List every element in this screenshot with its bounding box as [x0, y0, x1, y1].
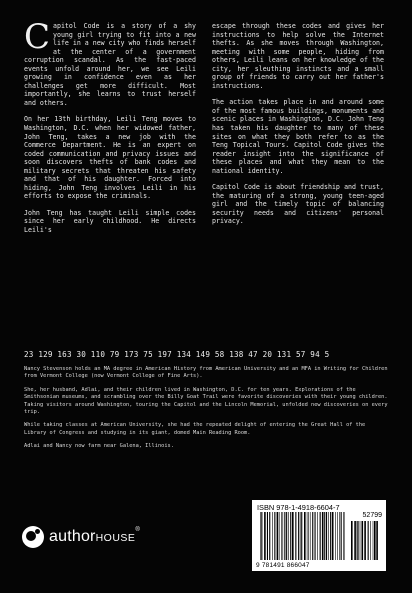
barcode-bar	[351, 521, 353, 560]
author-bio	[24, 366, 389, 457]
barcode-bar	[300, 512, 301, 560]
blurb-right-column	[212, 22, 384, 234]
barcode-bar	[267, 512, 268, 560]
code-numbers: 23 129 163 30 110 79 173 75 197 134 149 58 138 47 20 131 57 94 5	[24, 350, 330, 359]
barcode-bar	[362, 521, 364, 560]
blurb-left-column	[24, 17, 196, 243]
barcode-bar	[360, 521, 361, 560]
publisher-name	[49, 528, 140, 546]
barcode-bar	[324, 512, 325, 560]
blurb-paragraph-6: Capitol Code is about friendship and trust, the maturing of a strong, young teen-aged girl and the timely topic of balancing security needs and citizens' personal privacy.	[212, 183, 384, 226]
barcode-bar	[288, 512, 289, 560]
ean-digits: 9 781491 866047	[256, 562, 310, 569]
barcode-bar	[301, 512, 302, 560]
addon-barcode-bars	[350, 521, 380, 560]
barcode-bar	[364, 521, 366, 560]
publisher-logo	[22, 526, 140, 548]
barcode-bar	[312, 512, 313, 560]
barcode-bar	[341, 512, 342, 560]
price-code: 52799	[362, 512, 382, 519]
barcode-bar	[373, 521, 374, 560]
blurb-columns	[24, 17, 389, 364]
barcode-bar	[292, 512, 294, 560]
barcode-bar	[308, 512, 309, 560]
barcode-bar	[295, 512, 296, 560]
isbn-label: ISBN 978-1-4918-6604-7	[257, 503, 340, 512]
barcode-bar	[376, 521, 378, 560]
publisher-name-small: HOUSE	[95, 532, 136, 544]
barcode-bar	[269, 512, 270, 560]
drop-cap: C	[24, 17, 51, 57]
barcode-bar	[260, 512, 261, 560]
barcode-bar	[322, 512, 324, 560]
author-bio-paragraph-3: While taking classes at American University, she had the repeated delight of entering the Great Hall of the Library of Congress and studying in its giant, domed Main Reading Room.	[24, 422, 366, 436]
barcode-bar	[328, 512, 329, 560]
barcode-bar	[290, 512, 291, 560]
barcode-bar	[298, 512, 299, 560]
barcode-bar	[358, 521, 359, 560]
blurb-paragraph-5: The action takes place in and around some of the most famous buildings, monuments and scenic places in Washington, D.C. John Teng has taken his daughter to many of these sites on what they both refer to as the Teng Topical Tours. Capitol Code gives the reader insight into the significance of these places and what they mean to the national identity.	[212, 98, 384, 175]
barcode-bar	[343, 512, 344, 560]
barcode-bar	[339, 512, 340, 560]
barcode-bar	[272, 512, 273, 560]
authorhouse-logo-icon	[22, 526, 44, 548]
barcode-bar	[368, 521, 369, 560]
barcode-bar	[326, 512, 327, 560]
blurb-paragraph-3: John Teng has taught Leili simple codes since her early childhood. He directs Leili's	[24, 208, 196, 235]
blurb-paragraph-2: On her 13th birthday, Leili Teng moves to Washington, D.C. when her widowed father, John Teng, takes a new job with the Commerce Department. He is an expert on coded communication and privacy issues and soon discovers thefts of bank codes and military secrets that threaten his safety and that of his daughter. Forced into hiding, John Teng involves Leili in his efforts to expose the criminals.	[24, 115, 196, 201]
barcode-bar	[374, 521, 376, 560]
barcode-bar	[357, 521, 358, 560]
barcode-bar	[315, 512, 316, 560]
author-bio-paragraph-4: Adlai and Nancy now farm near Galena, Illinois.	[24, 443, 174, 450]
barcode-bar	[335, 512, 336, 560]
barcode-bar	[261, 512, 262, 560]
blurb-paragraph-1-text: apitol Code is a story of a shy young girl trying to fit into a new life in a new city who finds herself at the center of a government corruption scandal. As the fast-paced events unfold around her, we see Leili growing in confidence even as her challenges get more difficult. Most importantly, she learns to trust herself and others.	[24, 22, 196, 107]
barcode-bar	[284, 512, 285, 560]
barcode-bar	[332, 512, 334, 560]
ean-barcode-bars	[259, 512, 345, 560]
barcode-bar	[337, 512, 338, 560]
barcode-bar	[277, 512, 279, 560]
author-bio-paragraph-2: She, her husband, Adlai, and their children lived in Washington, D.C. for ten years. Explorations of the Smithsonian museums, and scrambling over the Billy Goat Trail were favorite discoveries with their young children. Taking visitors around Washington, touring the Capitol and the Lincoln Memorial, unfolded new discoveries on every trip.	[24, 386, 388, 416]
barcode-bar	[330, 512, 331, 560]
barcode-bar	[370, 521, 371, 560]
isbn-barcode	[252, 500, 386, 571]
barcode-bar	[320, 512, 321, 560]
barcode-bar	[317, 512, 318, 560]
blurb-paragraph-4: escape through these codes and gives her instructions to help solve the Internet thefts. As she moves through Washington, meeting with some people, hiding from others, Leili leans on her knowledge of the city, her sleuthing instincts and a small group of friends to carry out her father's instructions.	[212, 22, 384, 90]
barcode-bar	[264, 512, 266, 560]
blurb-paragraph-1	[24, 17, 196, 107]
barcode-bar	[307, 512, 308, 560]
barcode-bar	[304, 512, 306, 560]
publisher-name-main: author	[49, 528, 96, 545]
barcode-bar	[310, 512, 311, 560]
author-bio-paragraph-1: Nancy Stevenson holds an MA degree in American History from American University and an MFA in Writing for Children from Vermont College (now Vermont College of Fine Arts).	[24, 366, 388, 380]
barcode-bar	[281, 512, 282, 560]
barcode-bar	[279, 512, 280, 560]
barcode-bar	[286, 512, 287, 560]
registered-mark: ®	[135, 527, 141, 533]
barcode-bar	[283, 512, 284, 560]
barcode-bar	[274, 512, 275, 560]
barcode-bar	[354, 521, 356, 560]
